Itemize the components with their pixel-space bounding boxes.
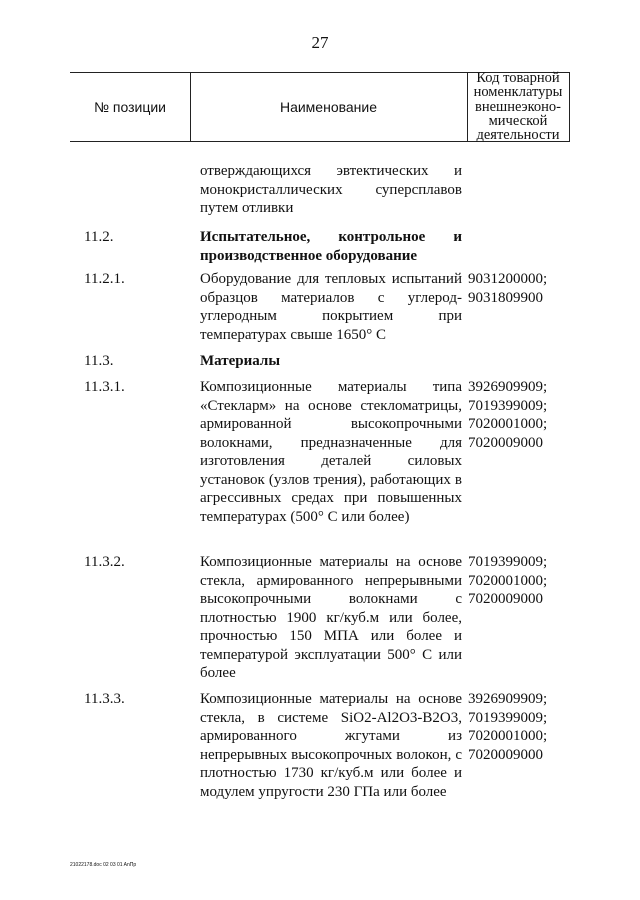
header-name-label: Наименование [279, 99, 378, 115]
row-description: отверждающихся эвтектических и монокристаллических суперсплавов путем отливки [200, 163, 462, 216]
header-code-label [467, 71, 569, 142]
header-code-line: внешнеэконо- [474, 98, 562, 115]
row-code: 7019399009; [468, 554, 548, 570]
row-code: 7019399009; [468, 397, 548, 414]
row-position: 11.2. [84, 229, 114, 245]
row-code: 7020001000; [468, 416, 548, 432]
row-position: 11.3.3. [84, 691, 125, 707]
row-description: Композиционные материалы типа «Стекларм» на основе стекломатрицы, армированной высокопрочными волокнами, предназначенные для изготовления деталей силовых установок (узлов трения), работающих в агрессивных средах при повышенных температурах (500° С или более) [200, 379, 462, 525]
row-code: 7020001000; [468, 572, 548, 589]
row-position: 11.3.1. [84, 379, 125, 395]
row-code: 7020009000 [468, 746, 543, 763]
row-description: Оборудование для тепловых испытаний образцов материалов с углерод-углеродным покрытием при температурах свыше 1650° С [200, 271, 462, 343]
header-divider [569, 72, 570, 142]
row-codes [468, 378, 578, 452]
header-code-line: Код товарной [476, 70, 560, 86]
row-code: 3926909909; [468, 691, 548, 707]
row-code: 9031809900 [468, 289, 543, 306]
header-position-label: № позиции [93, 99, 167, 115]
row-code: 7019399009; [468, 709, 548, 726]
row-codes [468, 270, 578, 307]
row-description: Испытательное, контрольное и производственное оборудование [200, 229, 462, 264]
row-code: 7020009000 [468, 591, 543, 607]
header-code-line: деятельности [476, 127, 560, 144]
row-code: 9031200000; [468, 271, 548, 287]
header-code-line: номенклатуры [473, 84, 563, 101]
row-code: 7020001000; [468, 728, 548, 744]
row-description: Материалы [200, 353, 281, 369]
row-description: Композиционные материалы на основе стекла, в системе SiO2-Al2O3-B2O3, армированного жгутами из непрерывных высокопрочных волокон, с плотностью 1730 кг/куб.м или более и модулем упругости 230 ГПа или более [200, 691, 462, 800]
row-codes [468, 690, 578, 764]
header-code-line: мической [488, 112, 548, 129]
row-code: 3926909909; [468, 379, 548, 395]
page-number: 27 [311, 33, 329, 52]
row-code: 7020009000 [468, 434, 543, 451]
row-position: 11.3.2. [84, 554, 125, 570]
row-codes [468, 553, 578, 609]
footer-file-reference: 21022178.doc 02 03 01 AnПр [70, 862, 137, 868]
row-position: 11.2.1. [84, 271, 125, 287]
row-description: Композиционные материалы на основе стекла, армированного непрерывными высокопрочными волокнами с плотностью 1900 кг/куб.м или более, прочностью 150 МПА или более и температурой эксплуатации 500° С или более [200, 554, 462, 681]
row-position: 11.3. [84, 353, 114, 369]
